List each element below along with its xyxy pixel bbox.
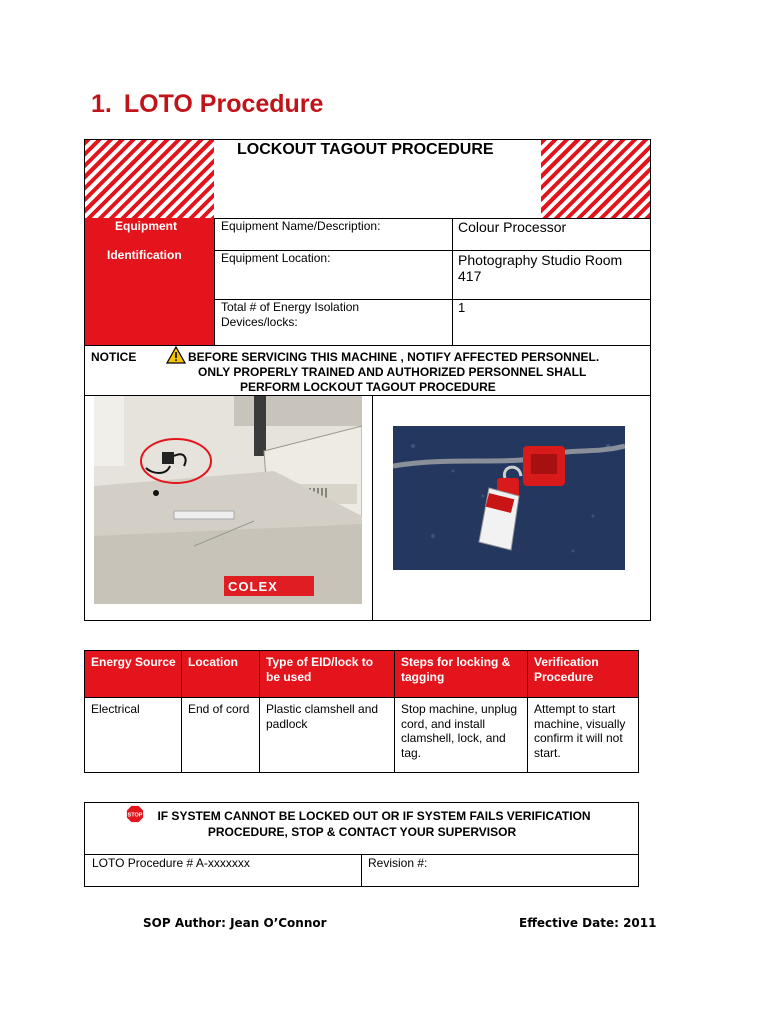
equipment-identification-block — [85, 218, 214, 345]
colex-brand-label: COLEX — [228, 579, 278, 594]
notice-line-1: BEFORE SERVICING THIS MACHINE , NOTIFY AFFECTED PERSONNEL. — [188, 350, 600, 364]
cell-location: End of cord — [182, 698, 260, 773]
procedure-title: LOCKOUT TAGOUT PROCEDURE — [237, 141, 494, 158]
hatch-pattern-right — [541, 140, 650, 218]
energy-devices-value: 1 — [458, 300, 466, 315]
equipment-location-label: Equipment Location: — [221, 251, 331, 265]
hatch-pattern-left — [85, 140, 214, 218]
machine-photo — [94, 396, 362, 604]
equipment-location-value: Photography Studio Room 417 — [458, 252, 623, 284]
cell-steps: Stop machine, unplug cord, and install clamshell, lock, and tag. — [395, 698, 528, 773]
section-title: LOTO Procedure — [123, 90, 324, 118]
table-header-row — [85, 651, 639, 698]
header-steps: Steps for locking & tagging — [395, 651, 528, 698]
page-title — [91, 90, 323, 119]
section-number: 1. — [91, 90, 112, 118]
revision-number: Revision #: — [368, 856, 428, 870]
stop-sign-label: STOP — [127, 812, 143, 819]
notice-line-3: PERFORM LOCKOUT TAGOUT PROCEDURE — [240, 380, 496, 394]
warning-icon — [166, 346, 186, 364]
cell-eid-type: Plastic clamshell and padlock — [260, 698, 395, 773]
header-energy-source: Energy Source — [85, 651, 182, 698]
effective-date: Effective Date: 2011 — [519, 916, 657, 930]
clamshell-lock-photo — [393, 426, 625, 570]
energy-devices-label: Total # of Energy Isolation Devices/locks: — [221, 300, 360, 329]
header-verification: Verification Procedure — [528, 651, 639, 698]
stop-notice-line-2: PROCEDURE, STOP & CONTACT YOUR SUPERVISOR — [207, 825, 517, 839]
stop-notice-line-1: IF SYSTEM CANNOT BE LOCKED OUT OR IF SYSTEM FAILS VERIFICATION — [157, 809, 591, 823]
equipment-name-label: Equipment Name/Description: — [221, 219, 381, 233]
sop-author: SOP Author: Jean O’Connor — [143, 916, 327, 930]
notice-line-2: ONLY PROPERLY TRAINED AND AUTHORIZED PERSONNEL SHALL — [198, 365, 587, 379]
equipment-name-value: Colour Processor — [458, 219, 567, 235]
notice-label: NOTICE — [91, 350, 137, 364]
cell-energy-source: Electrical — [85, 698, 182, 773]
cell-verification: Attempt to start machine, visually confirm it will not start. — [528, 698, 639, 773]
energy-source-table — [84, 650, 639, 773]
header-eid-type: Type of EID/lock to be used — [260, 651, 395, 698]
procedure-number: LOTO Procedure # A-xxxxxxx — [92, 856, 250, 870]
equipment-label: Equipment — [115, 219, 177, 233]
identification-label: Identification — [107, 248, 182, 262]
header-location: Location — [182, 651, 260, 698]
table-row — [85, 698, 639, 773]
